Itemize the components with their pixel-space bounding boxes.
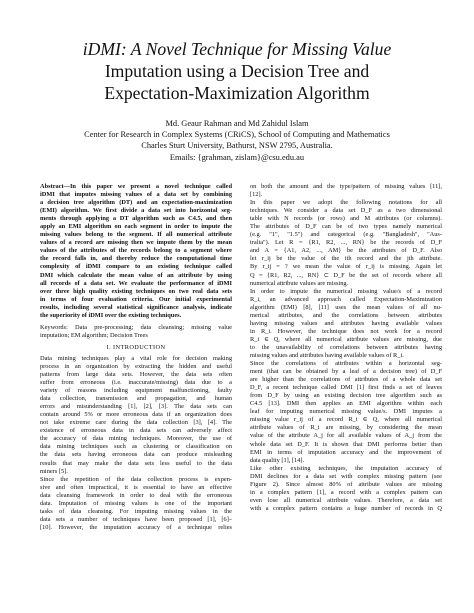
- paragraph: [250, 183, 442, 199]
- text-line: R_i, an advanced approach called Expectation-Maximization: [250, 295, 442, 303]
- text-line: data collection, transmission and propagation, and human: [40, 395, 232, 403]
- text-line: complexity of iDMI compare to an existing technique called: [40, 263, 232, 271]
- text-line: table with N records (or rows) and M attributes (or columns).: [250, 215, 442, 223]
- text-line: in terms of four evaluation criteria. Our initial experimental: [40, 295, 232, 303]
- text-line: contain around 5% or more erroneous data if an organization does: [40, 411, 232, 419]
- text-line: data cleansing framework in order to deal with the erroneous: [40, 491, 232, 499]
- text-line: values of the attributes of the records belong to a segment where: [40, 247, 232, 255]
- abstract: [40, 183, 232, 320]
- text-line: data. Imputation of missing values is one of the important: [40, 499, 232, 507]
- text-line: Keywords: Data pre-processing; data cleansing; missing value: [40, 323, 232, 331]
- text-line: missing values belong to the segment. If all numerical attribute: [40, 231, 232, 239]
- text-line: to the unavailability of correlations between attributes having: [250, 343, 442, 351]
- text-line: process in an organization by extracting the hidden and useful: [40, 362, 232, 370]
- text-line: data quality [1], [14].: [250, 456, 305, 464]
- text-line: miners [5].: [40, 467, 68, 475]
- text-line: patterns from large data sets. However, the data sets often: [40, 370, 232, 378]
- text-line: The attributes of D_F can be of two types namely numerical: [250, 223, 442, 231]
- text-line: Like other existing techniques, the imputation accuracy of: [250, 464, 442, 472]
- text-line: whole data set D_F. It is shown that DMI performs better than: [250, 440, 442, 448]
- text-line: even lose all numerical attribute values. Therefore, a data set: [250, 496, 442, 504]
- text-line: with a complex pattern contains a huge number of records in Q: [250, 504, 442, 512]
- keywords: [40, 324, 232, 340]
- text-line: having missing values and attributes having available values: [250, 319, 442, 327]
- section-heading: I. INTRODUCTION: [106, 343, 166, 351]
- email-line: Emails: {grahman, zislam}@csu.edu.au: [169, 152, 305, 162]
- text-line: C4.5 [13]. DMI then applies an EMI algorithm within each: [250, 400, 442, 408]
- text-line: and A = {A1, A2, ..., AM} be the attributes of D_F. Also: [250, 247, 442, 255]
- text-line: values of a record are missing then we impute them by the mean: [40, 239, 232, 247]
- text-line: Figure 2). Since almost 80% of attribute values are missing: [250, 480, 442, 488]
- text-line: iDMI that imputes missing values of a data set by combining: [40, 191, 232, 199]
- text-line: the superiority of iDMI over the existing techniques.: [40, 311, 182, 319]
- text-line: [12].: [250, 191, 263, 199]
- text-line: the record falls in, and thereby reduce the computational time: [40, 255, 232, 263]
- text-line: Abstract—In this paper we present a novel technique called: [40, 183, 232, 190]
- text-line: leaf for imputing numerical missing value/s. DMI imputes a: [250, 408, 442, 416]
- title-line: iDMI: A Novel Technique for Missing Value: [82, 39, 392, 59]
- paragraph: [40, 355, 232, 476]
- title-line: Expectation-Maximization Algorithm: [104, 83, 370, 103]
- right-column: [250, 183, 442, 513]
- text-line: ments through applying a DT algorithm such as C4.5, and then: [40, 215, 232, 223]
- text-line: tralia"). Let R = {R1, R2, ..., RN} be the records of D_F: [250, 239, 442, 247]
- text-line: all records of a data set. We evaluate the performance of iDMI: [40, 279, 232, 287]
- text-line: In order to impute the numerical missing value/s of a record: [250, 287, 442, 295]
- paragraph: [250, 199, 442, 288]
- author-names: Md. Geaur Rahman and Md Zahidul Islam: [165, 119, 309, 128]
- text-line: the accuracy of data mining techniques. Moreover, the use of: [40, 435, 232, 443]
- text-line: in R_i. However, the technique does not work for a record: [250, 327, 442, 335]
- paragraph: [40, 476, 232, 532]
- text-line: algorithm (EMI) [8], [11] uses the mean values of all nu-: [250, 303, 442, 311]
- text-line: Q = {R1, R2, ..., RN} ⊂ D_F be the set of records where all: [250, 271, 442, 279]
- text-line: missing values and attributes having available values of R_i.: [250, 351, 404, 359]
- text-line: techniques. We consider a data set D_F as a two dimensional: [250, 207, 442, 215]
- text-line: tasks of data cleansing. For imputing missing values in the: [40, 507, 232, 515]
- text-line: in a complex pattern [1], a record with a complex pattern can: [250, 488, 442, 496]
- text-line: on both the amount and the type/pattern of missing values [11],: [250, 183, 442, 190]
- text-line: D_F, a recent technique called DMI [1] first finds a set of leaves: [250, 384, 442, 392]
- text-line: (EMI) algorithm. We first divide a data set into horizontal seg-: [40, 207, 232, 215]
- text-line: ment (that can be obtained by a leaf of a decision tree) of D_F: [250, 368, 442, 376]
- text-line: existence of erroneous data in data sets can adversely affect: [40, 427, 232, 435]
- text-line: results, including several statistical significance analysis, indicate: [40, 303, 232, 311]
- text-line: from D_F by using an existing decision tree algorithm such as: [250, 392, 442, 400]
- text-line: value of the attribute A_j for all available values of A_j from the: [250, 432, 442, 440]
- title-line: Imputation using a Decision Tree and: [104, 61, 370, 81]
- text-line: data mining techniques such as clustering or classification on: [40, 443, 232, 451]
- text-line: numerical attribute values are missing.: [250, 279, 349, 287]
- affiliation-line: Center for Research in Complex Systems (CRiCS), School of Computing and Mathematics: [84, 130, 390, 140]
- text-line: results that may make the data sets less useful to the data: [40, 459, 232, 467]
- text-line: Since the correlations of attributes within a horizontal seg-: [250, 360, 442, 368]
- text-line: not take extreme care during the data collection [3], [4]. The: [40, 419, 232, 427]
- text-line: DMI declines for a data set with complex missing pattern (see: [250, 472, 442, 480]
- left-column: [40, 183, 232, 532]
- author-block: [40, 118, 434, 163]
- text-line: Since the repetition of the data collection process is expen-: [40, 475, 232, 483]
- paragraph: [250, 360, 442, 465]
- text-line: In this paper we adopt the following notations for all: [250, 199, 442, 207]
- text-line: merical attributes, and the correlations between attributes: [250, 311, 442, 319]
- text-line: let r_ij be the value of the ith record and the jth attribute.: [250, 255, 442, 263]
- paragraph: [250, 465, 442, 513]
- text-line: variety of reasons including equipment malfunctioning, faulty: [40, 387, 232, 395]
- text-line: Data mining techniques play a vital role for decision making: [40, 354, 232, 362]
- text-line: a decision tree algorithm (DT) and an expectation-maximization: [40, 199, 232, 207]
- text-line: suffer from erroneous (i.e. inaccurate/missing) data due to a: [40, 379, 232, 387]
- text-line: imputation; EM algorithm; Decision Trees: [40, 331, 148, 339]
- text-line: over three high quality existing techniques on two real data sets: [40, 287, 232, 295]
- text-line: By r_ij = ? we mean the value of r_ij is missing. Again let: [250, 263, 442, 271]
- text-line: sive and often impractical, it is essential to have an effective: [40, 483, 232, 491]
- affiliation-line: Charles Sturt University, Bathurst, NSW 2795, Australia.: [141, 141, 333, 151]
- text-line: DMI which calculate the mean value of an attribute by using: [40, 271, 232, 279]
- text-line: are higher than the correlations of attributes of a whole data set: [250, 376, 442, 384]
- text-line: EMI in terms of imputation accuracy and the improvement of: [250, 448, 442, 456]
- text-line: [10]. However, the imputation accuracy of a technique relies: [40, 523, 232, 531]
- text-line: missing value r_ij of a record R_i ∈ Q, where all numerical: [250, 416, 442, 424]
- text-line: (e.g. "1", "1.5") and categorical (e.g. "Bangladesh", "Aus-: [250, 231, 442, 239]
- text-line: data sets a number of techniques have been proposed [1], [6]–: [40, 515, 232, 523]
- text-line: attribute values of R_i are missing, by considering the mean: [250, 424, 442, 432]
- paragraph: [250, 288, 442, 360]
- text-line: errors and misunderstanding [1], [2], [3]. The data sets can: [40, 403, 232, 411]
- text-line: the data sets having erroneous data can produce misleading: [40, 451, 232, 459]
- text-line: R_i ∈ Q, where all numerical attribute values are missing, due: [250, 335, 442, 343]
- paper-title: [40, 38, 434, 104]
- text-line: apply an EMI algorithm on each segment in order to impute the: [40, 223, 232, 231]
